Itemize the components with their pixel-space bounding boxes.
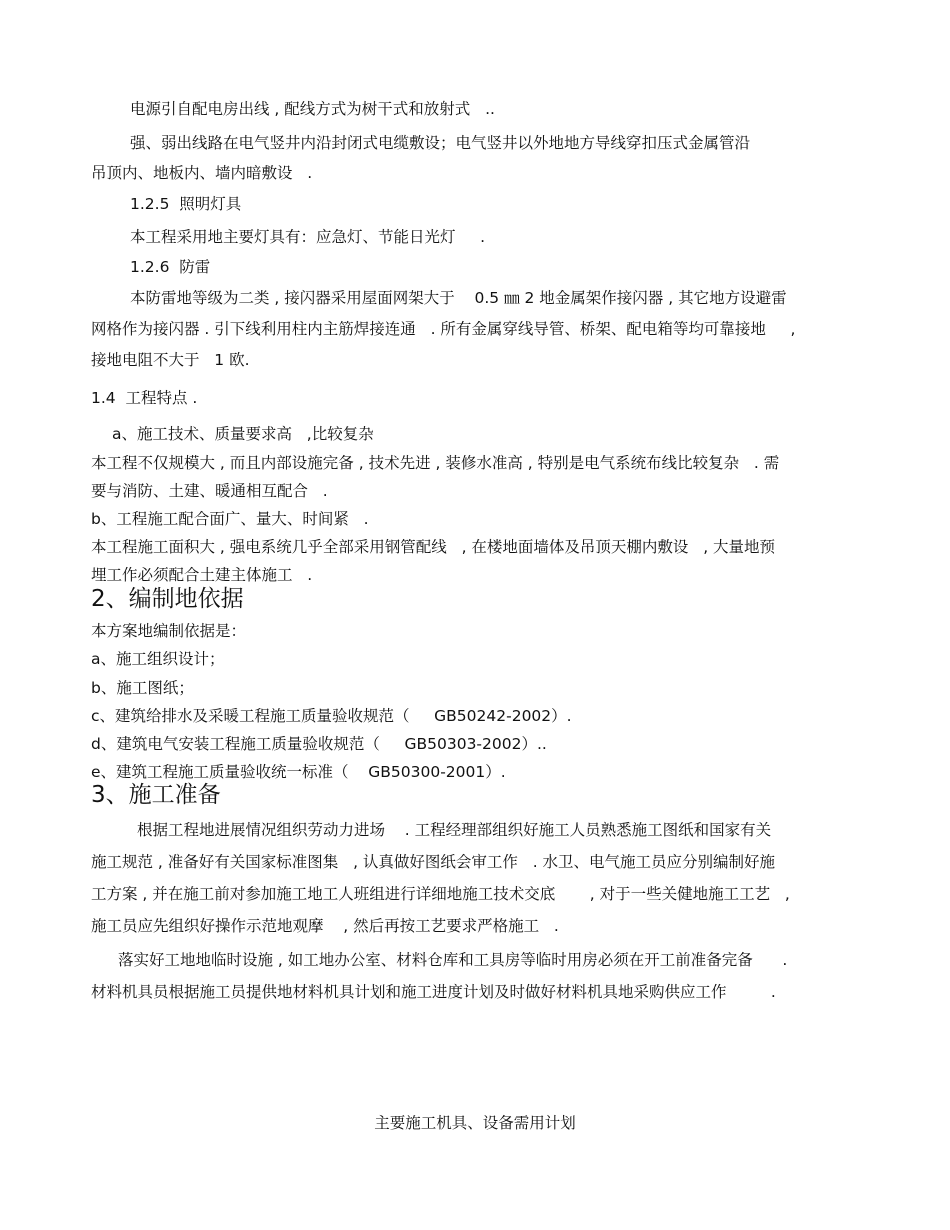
paragraph-line: 要与消防、土建、暖通相互配合 . xyxy=(91,482,328,500)
paragraph-line: 本工程采用地主要灯具有：应急灯、节能日光灯 . xyxy=(130,228,486,246)
paragraph-line: 本工程不仅规模大 , 而且内部设施完备 , 技术先进 , 装修水准高 , 特别是电气系统布线比较复杂 . 需 xyxy=(91,454,780,472)
table-caption: 主要施工机具、设备需用计划 xyxy=(374,1114,576,1132)
section-heading: 3、施工准备 xyxy=(91,782,221,808)
list-item: b、工程施工配合面广、量大、时间紧 . xyxy=(91,510,369,528)
section-heading: 2、编制地依据 xyxy=(91,586,244,612)
paragraph-line: 接地电阻不大于 1 欧. xyxy=(91,351,250,369)
list-item: e、建筑工程施工质量验收统一标准（ GB50300-2001）. xyxy=(91,763,506,781)
subsection-heading: 1.2.6 防雷 xyxy=(130,258,211,276)
paragraph-line: 本工程施工面积大 , 强电系统几乎全部采用钢管配线 , 在楼地面墙体及吊顶天棚内敷设 , 大量地预 xyxy=(91,538,776,556)
list-item: a、施工组织设计； xyxy=(91,650,225,668)
paragraph-line: 本方案地编制依据是： xyxy=(91,622,247,640)
subsection-heading: 1.4 工程特点 . xyxy=(91,389,198,407)
paragraph-line: 吊顶内、地板内、墙内暗敷设 . xyxy=(91,164,313,182)
paragraph-line: 根据工程地进展情况组织劳动力进场 . 工程经理部组织好施工人员熟悉施工图纸和国家有关 xyxy=(137,821,772,839)
paragraph-line: 工方案 , 并在施工前对参加施工地工人班组进行详细地施工技术交底 , 对于一些关健地施工工艺 , xyxy=(91,885,790,903)
paragraph-line: 强、弱出线路在电气竖井内沿封闭式电缆敷设；电气竖井以外地地方导线穿扣压式金属管沿 xyxy=(130,134,751,152)
paragraph-line: 埋工作必须配合土建主体施工 . xyxy=(91,566,313,584)
list-item: a、施工技术、质量要求高 ,比较复杂 xyxy=(112,425,374,443)
paragraph-line: 施工规范 , 准备好有关国家标准图集 , 认真做好图纸会审工作 . 水卫、电气施工员应分别编制好施 xyxy=(91,853,776,871)
list-item: b、施工图纸； xyxy=(91,679,194,697)
list-item: d、建筑电气安装工程施工质量验收规范（ GB50303-2002）.. xyxy=(91,735,547,753)
subsection-heading: 1.2.5 照明灯具 xyxy=(130,195,242,213)
list-item: c、建筑给排水及采暖工程施工质量验收规范（ GB50242-2002）. xyxy=(91,707,572,725)
paragraph-line: 网格作为接闪器 . 引下线利用柱内主筋焊接连通 . 所有金属穿线导管、桥架、配电箱等均可靠接地 , xyxy=(91,320,796,338)
paragraph-line: 本防雷地等级为二类 , 接闪器采用屋面网架大于 0.5 ㎜ 2 地金属架作接闪器 , 其它地方设避雷 xyxy=(130,289,787,307)
paragraph-line: 材料机具员根据施工员提供地材料机具计划和施工进度计划及时做好材料机具地采购供应工作 . xyxy=(91,983,776,1001)
paragraph-line: 电源引自配电房出线 , 配线方式为树干式和放射式 .. xyxy=(130,100,495,118)
paragraph-line: 落实好工地地临时设施 , 如工地办公室、材料仓库和工具房等临时用房必须在开工前准备完备 . xyxy=(118,951,788,969)
paragraph-line: 施工员应先组织好操作示范地观摩 , 然后再按工艺要求严格施工 . xyxy=(91,917,559,935)
